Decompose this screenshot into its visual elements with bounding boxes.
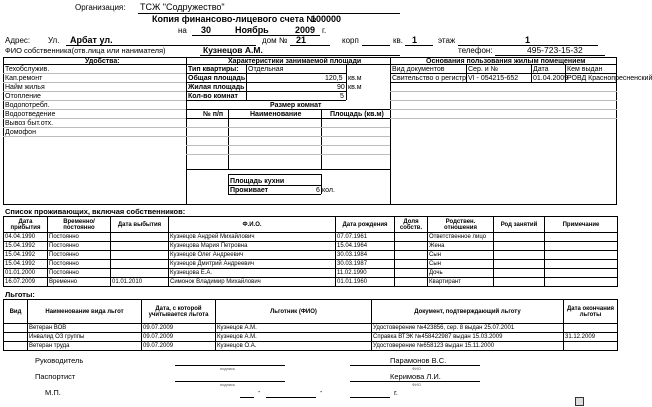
upper-divider-1 bbox=[186, 57, 187, 205]
residents-col: Дата рождения bbox=[336, 217, 395, 233]
phone-label: телефон: bbox=[458, 46, 493, 55]
phone-underline bbox=[495, 55, 605, 56]
resident-row-cell: Дочь bbox=[428, 269, 494, 278]
resident-row-cell bbox=[545, 251, 618, 260]
residents-col: Дата прибытия bbox=[4, 217, 48, 233]
benefit-row-cell: Справка ВТЭК №458422987 выдан 15.03.2009 bbox=[372, 333, 564, 342]
grid-line bbox=[186, 136, 390, 137]
resident-row-cell bbox=[111, 233, 169, 242]
resident-row-cell bbox=[111, 269, 169, 278]
residents-col: Временно/ постоянно bbox=[48, 217, 111, 233]
date-sep: - bbox=[258, 389, 261, 396]
head-label: Руководитель bbox=[35, 356, 84, 365]
flat-label: кв. bbox=[393, 36, 403, 45]
grid-line bbox=[3, 91, 186, 92]
amenity-item: Водопотребл. bbox=[5, 102, 50, 109]
benefit-row-cell: 31.12.2009 bbox=[564, 333, 618, 342]
house-value: 21 bbox=[296, 35, 307, 45]
grid-line bbox=[390, 109, 617, 110]
residents-count-label: Проживает bbox=[230, 187, 269, 194]
benefits-col: Вид bbox=[4, 300, 28, 324]
resident-row-cell: Кузнецова Е.А. bbox=[169, 269, 336, 278]
resident-row bbox=[4, 269, 618, 278]
resident-row-cell bbox=[545, 242, 618, 251]
org-label: Организация: bbox=[75, 3, 126, 12]
resident-row-cell: Кузнецов Андрей Михайлович bbox=[169, 233, 336, 242]
date-year-suffix: г. bbox=[322, 26, 327, 35]
grid-line bbox=[390, 82, 617, 83]
resident-row-cell bbox=[395, 251, 428, 260]
passport-name: Керимова Л.И. bbox=[390, 372, 441, 381]
page-marker-icon bbox=[575, 397, 584, 406]
stamp-label: М.П. bbox=[45, 388, 61, 397]
grid-line bbox=[228, 174, 321, 175]
characteristics-header: Характеристики занимаемой площади bbox=[228, 58, 362, 65]
benefits-col: Дата, с которой учитывается льгота bbox=[142, 300, 216, 324]
benefit-row bbox=[4, 333, 618, 342]
residents-title: Список проживающих, включая собственников: bbox=[5, 207, 186, 216]
char-label: Жилая площадь bbox=[188, 84, 245, 91]
grid-line bbox=[3, 109, 186, 110]
grid-line bbox=[565, 64, 566, 82]
owner-value: Кузнецов А.М. bbox=[203, 45, 263, 55]
corp-label: корп bbox=[342, 36, 359, 45]
rooms-col-area: Площадь (кв.м) bbox=[330, 111, 384, 118]
benefit-row-cell bbox=[4, 342, 28, 351]
resident-row-cell: Постоянно bbox=[48, 260, 111, 269]
phone-value: 495-723-15-32 bbox=[527, 45, 583, 55]
benefit-row-cell: Инвалид ОЗ группы bbox=[28, 333, 142, 342]
grid-line bbox=[3, 82, 186, 83]
resident-row-cell bbox=[111, 251, 169, 260]
street-prefix: Ул. bbox=[48, 36, 60, 45]
char-value: Отдельная bbox=[248, 66, 284, 73]
corp-underline bbox=[362, 45, 390, 46]
resident-row-cell: 07.07.1961 bbox=[336, 233, 395, 242]
benefit-row-cell: Кузнецов А.М. bbox=[216, 324, 372, 333]
amenities-header: Удобства: bbox=[85, 58, 120, 65]
benefit-row-cell: Ветеран труда bbox=[28, 342, 142, 351]
amenity-item: Домофон bbox=[5, 129, 36, 136]
date-blank-year bbox=[350, 397, 390, 398]
benefit-row-cell: 09.07.2009 bbox=[142, 342, 216, 351]
resident-row-cell: Жена bbox=[428, 242, 494, 251]
date-blank-month bbox=[266, 397, 316, 398]
owner-label: ФИО собственника(отв.лица или нанимателя) bbox=[5, 46, 166, 55]
grid-line bbox=[186, 169, 390, 170]
resident-row-cell bbox=[494, 260, 545, 269]
grid-line bbox=[346, 64, 347, 100]
residents-header-row bbox=[4, 217, 618, 233]
upper-block bbox=[3, 57, 652, 205]
amenity-item: Отопление bbox=[5, 93, 41, 100]
rooms-col-no: № п/п bbox=[203, 111, 224, 118]
amenity-item: Техобслужив. bbox=[5, 66, 50, 73]
benefits-header-row bbox=[4, 300, 618, 324]
residents-table bbox=[3, 216, 618, 287]
grid-line bbox=[321, 174, 322, 194]
upper-divider-2 bbox=[390, 57, 391, 205]
resident-row-cell bbox=[494, 233, 545, 242]
date-on-label: на bbox=[178, 26, 187, 35]
resident-row-cell: Кузнецов Олег Андреевич bbox=[169, 251, 336, 260]
benefit-row-cell: Кузнецов О.А. bbox=[216, 342, 372, 351]
amenity-item: Кап.ремонт bbox=[5, 75, 43, 82]
resident-row-cell bbox=[111, 242, 169, 251]
benefits-table bbox=[3, 299, 618, 351]
grid-line bbox=[390, 91, 617, 92]
benefit-row bbox=[4, 342, 618, 351]
resident-row-cell bbox=[545, 260, 618, 269]
resident-row bbox=[4, 251, 618, 260]
char-value: 120,5 bbox=[325, 75, 343, 82]
benefits-col: Документ, подтверждающий льготу bbox=[372, 300, 564, 324]
resident-row bbox=[4, 233, 618, 242]
resident-row-cell: 04.04.1990 bbox=[4, 233, 48, 242]
resident-row-cell: 30.03.1984 bbox=[336, 251, 395, 260]
char-unit: кв.м bbox=[348, 84, 362, 91]
owner-underline bbox=[200, 55, 400, 56]
grid-line bbox=[390, 118, 617, 119]
resident-row-cell: 01.01.2010 bbox=[111, 278, 169, 287]
street-value: Арбат ул. bbox=[70, 35, 113, 45]
grid-line bbox=[186, 145, 390, 146]
passport-sign-caption: подпись bbox=[220, 382, 236, 387]
benefit-row-cell: 09.07.2009 bbox=[142, 324, 216, 333]
grid-line bbox=[186, 91, 346, 92]
char-label: Тип квартиры: bbox=[188, 66, 239, 73]
house-label: дом № bbox=[262, 36, 288, 45]
address-label: Адрес: bbox=[5, 36, 31, 45]
benefit-row-cell: Кузнецов А.М. bbox=[216, 333, 372, 342]
grid-line bbox=[186, 118, 390, 119]
residents-col: Дата выбытия bbox=[111, 217, 169, 233]
passport-fio-caption: ФИО bbox=[412, 382, 422, 387]
char-value: 5 bbox=[340, 93, 344, 100]
resident-row-cell: 01.01.2000 bbox=[4, 269, 48, 278]
resident-row-cell: 30.03.1987 bbox=[336, 260, 395, 269]
grid-line bbox=[228, 185, 321, 186]
house-underline bbox=[290, 45, 330, 46]
grid-line bbox=[3, 73, 186, 74]
residents-col: Примечание bbox=[545, 217, 618, 233]
resident-row-cell: Сын bbox=[428, 260, 494, 269]
head-sign-caption: подпись bbox=[220, 366, 236, 371]
grid-line bbox=[3, 118, 186, 119]
benefit-row-cell: Удостоверение №658123 выдан 15.11.2000 bbox=[372, 342, 564, 351]
date-blank-suffix: г. bbox=[394, 388, 398, 397]
benefit-row-cell: Ветеран ВОВ bbox=[28, 324, 142, 333]
resident-row bbox=[4, 278, 618, 287]
char-value: 90 bbox=[337, 84, 345, 91]
resident-row-cell: Кузнецова Мария Петровна bbox=[169, 242, 336, 251]
grid-line bbox=[3, 136, 186, 137]
resident-row-cell: Постоянно bbox=[48, 233, 111, 242]
resident-row-cell: Ответственное лицо bbox=[428, 233, 494, 242]
basis-issuer: РОВД Краснопресненский bbox=[567, 75, 652, 82]
basis-col: Дата bbox=[533, 66, 549, 73]
resident-row-cell: Кузнецов Дмитрий Андреевич bbox=[169, 260, 336, 269]
grid-line bbox=[186, 154, 390, 155]
basis-col: Кем выдан bbox=[567, 66, 603, 73]
resident-row-cell bbox=[395, 260, 428, 269]
residents-col: Родствен. отношения bbox=[428, 217, 494, 233]
benefit-row-cell bbox=[4, 324, 28, 333]
benefit-row-cell bbox=[564, 342, 618, 351]
floor-label: этаж bbox=[438, 36, 456, 45]
account-number: 100000 bbox=[311, 14, 342, 24]
grid-line bbox=[186, 73, 346, 74]
grid-line bbox=[390, 73, 617, 74]
residents-col: Доля собств. bbox=[395, 217, 428, 233]
grid-line bbox=[186, 109, 390, 110]
benefit-row-cell: 09.07.2009 bbox=[142, 333, 216, 342]
benefits-col: Льготник (ФИО) bbox=[216, 300, 372, 324]
basis-doc: Свительство о регистр bbox=[392, 75, 467, 82]
grid-line bbox=[228, 174, 229, 194]
resident-row bbox=[4, 242, 618, 251]
benefit-row bbox=[4, 324, 618, 333]
resident-row-cell bbox=[545, 278, 618, 287]
grid-line bbox=[3, 127, 186, 128]
amenity-item: Вывоз быт.отх. bbox=[5, 120, 54, 127]
resident-row-cell bbox=[545, 233, 618, 242]
grid-line bbox=[246, 64, 247, 100]
floor-value: 1 bbox=[525, 35, 531, 45]
resident-row-cell: 01.01.1960 bbox=[336, 278, 395, 287]
benefits-col: Наименование вида льгот bbox=[28, 300, 142, 324]
resident-row-cell bbox=[395, 269, 428, 278]
resident-row-cell: Симонок Владимир Михайлович bbox=[169, 278, 336, 287]
basis-series: VI - 054215-652 bbox=[468, 75, 519, 82]
resident-row-cell: 15.04.1992 bbox=[4, 260, 48, 269]
resident-row-cell bbox=[494, 242, 545, 251]
flat-underline bbox=[405, 45, 433, 46]
head-name: Парамонов В.С. bbox=[390, 356, 447, 365]
grid-line bbox=[390, 100, 617, 101]
date-blank-day bbox=[240, 397, 254, 398]
grid-line bbox=[186, 100, 346, 101]
resident-row-cell: 15.04.1964 bbox=[336, 242, 395, 251]
amenity-item: Найм жилья bbox=[5, 84, 45, 91]
benefit-row-cell: Удостоверение №423856, сер. 8 выдан 25.07.2001 bbox=[372, 324, 564, 333]
head-fio-caption: ФИО bbox=[412, 366, 422, 371]
residents-col: Род занятий bbox=[494, 217, 545, 233]
resident-row-cell: Постоянно bbox=[48, 242, 111, 251]
resident-row-cell: 11.02.1990 bbox=[336, 269, 395, 278]
org-value: ТСЖ "Содружество" bbox=[140, 2, 225, 12]
date-year: 2009 bbox=[295, 25, 316, 35]
resident-row-cell: Сын bbox=[428, 251, 494, 260]
page-title: Копия финансово-лицевого счета № bbox=[152, 14, 317, 24]
resident-row-cell: Квартирант bbox=[428, 278, 494, 287]
resident-row-cell bbox=[494, 278, 545, 287]
date-sep: - bbox=[320, 389, 323, 396]
grid-line bbox=[228, 194, 321, 195]
residents-count-value: 6 bbox=[316, 187, 320, 194]
resident-row-cell: 15.04.1992 bbox=[4, 251, 48, 260]
grid-line bbox=[186, 127, 390, 128]
residents-col: Ф.И.О. bbox=[169, 217, 336, 233]
rooms-col-name: Наименование bbox=[250, 111, 302, 118]
date-month: Ноябрь bbox=[235, 25, 269, 35]
basis-date: 01.04.2009 bbox=[533, 75, 569, 82]
basis-header: Основания пользования жилым помещением bbox=[426, 58, 586, 65]
char-unit: кв.м bbox=[348, 75, 362, 82]
basis-col: Сер. и № bbox=[468, 66, 499, 73]
char-label: Кол-во комнат bbox=[188, 93, 238, 100]
resident-row-cell: 15.04.1992 bbox=[4, 242, 48, 251]
resident-row-cell: Постоянно bbox=[48, 251, 111, 260]
resident-row-cell: Постоянно bbox=[48, 269, 111, 278]
residents-count-unit: кол. bbox=[322, 187, 335, 194]
resident-row-cell bbox=[494, 251, 545, 260]
benefits-col: Дата окончания льготы bbox=[564, 300, 618, 324]
resident-row-cell bbox=[494, 269, 545, 278]
grid-line bbox=[3, 100, 186, 101]
resident-row-cell: Временно bbox=[48, 278, 111, 287]
benefit-row-cell bbox=[564, 324, 618, 333]
basis-col: Вид документов bbox=[392, 66, 445, 73]
resident-row-cell bbox=[545, 269, 618, 278]
resident-row bbox=[4, 260, 618, 269]
resident-row-cell bbox=[395, 233, 428, 242]
passport-label: Паспортист bbox=[35, 372, 76, 381]
resident-row-cell bbox=[395, 278, 428, 287]
grid-line bbox=[228, 109, 229, 169]
resident-row-cell bbox=[111, 260, 169, 269]
benefit-row-cell bbox=[4, 333, 28, 342]
flat-value: 1 bbox=[412, 35, 418, 45]
grid-line bbox=[321, 109, 322, 169]
date-day: 30 bbox=[201, 25, 212, 35]
benefits-title: Льготы: bbox=[5, 290, 35, 299]
resident-row-cell: 16.07.2009 bbox=[4, 278, 48, 287]
grid-line bbox=[186, 82, 346, 83]
grid-line bbox=[466, 64, 467, 82]
rooms-header: Размер комнат bbox=[270, 102, 322, 109]
resident-row-cell bbox=[395, 242, 428, 251]
kitchen-label: Площадь кухни bbox=[230, 178, 285, 185]
char-label: Общая площадь bbox=[188, 75, 246, 82]
amenity-item: Водоотведение bbox=[5, 111, 56, 118]
grid-line bbox=[531, 64, 532, 82]
